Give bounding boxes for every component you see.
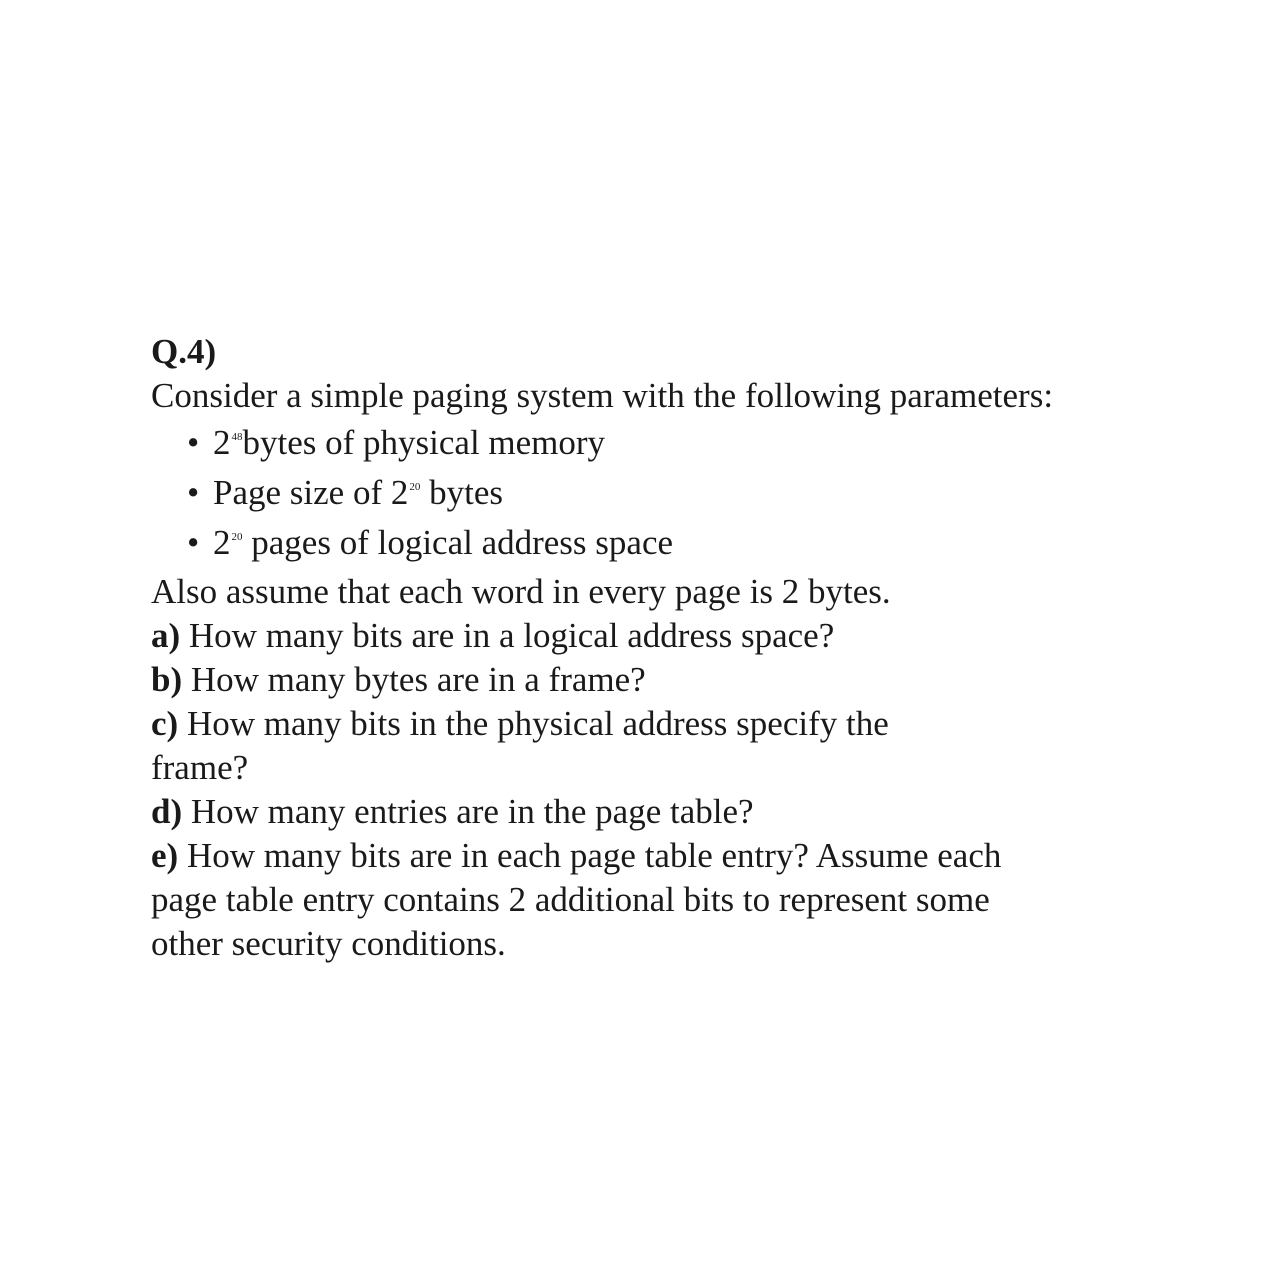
parameter-prefix: Page size of: [213, 473, 391, 512]
part-label: e): [151, 836, 179, 875]
parameter-logical-pages: [187, 518, 1151, 568]
parameter-exponent: 48: [231, 431, 243, 443]
parameter-text: pages of logical address space: [242, 523, 674, 562]
part-e-continuation-2: other security conditions.: [151, 924, 506, 963]
part-d: [151, 790, 1151, 834]
parameter-base: 2: [213, 423, 231, 462]
bullet-icon: •: [187, 523, 200, 562]
part-a: [151, 614, 1151, 658]
parameter-list: [151, 418, 1151, 568]
part-e: [151, 834, 1151, 878]
question-intro: Consider a simple paging system with the following parameters:: [151, 376, 1054, 415]
parameter-page-size: [187, 468, 1151, 518]
part-label: d): [151, 792, 183, 831]
part-b: [151, 658, 1151, 702]
parameter-exponent: 20: [409, 481, 421, 493]
parameter-text: bytes: [420, 473, 503, 512]
bullet-icon: •: [187, 473, 200, 512]
part-label: b): [151, 660, 183, 699]
parameter-base: 2: [213, 523, 231, 562]
parameter-text: bytes of physical memory: [242, 423, 606, 462]
part-e-continuation: page table entry contains 2 additional bits to represent some: [151, 880, 990, 919]
part-text: How many bits are in each page table entry? Assume each: [178, 836, 1002, 875]
question-title: Q.4): [151, 332, 217, 371]
part-text: How many bits in the physical address specify the: [178, 704, 889, 743]
part-label: a): [151, 616, 181, 655]
parameter-physical-memory: [187, 418, 1151, 468]
part-text: How many bytes are in a frame?: [182, 660, 646, 699]
part-label: c): [151, 704, 179, 743]
assumption-text: Also assume that each word in every page is 2 bytes.: [151, 572, 891, 611]
part-c-continuation: frame?: [151, 748, 249, 787]
question-document: [151, 330, 1151, 966]
part-text: How many bits are in a logical address space?: [180, 616, 835, 655]
parameter-base: 2: [390, 473, 409, 512]
parameter-exponent: 20: [231, 531, 243, 543]
part-text: How many entries are in the page table?: [182, 792, 754, 831]
bullet-icon: •: [187, 423, 200, 462]
part-c: [151, 702, 1151, 746]
